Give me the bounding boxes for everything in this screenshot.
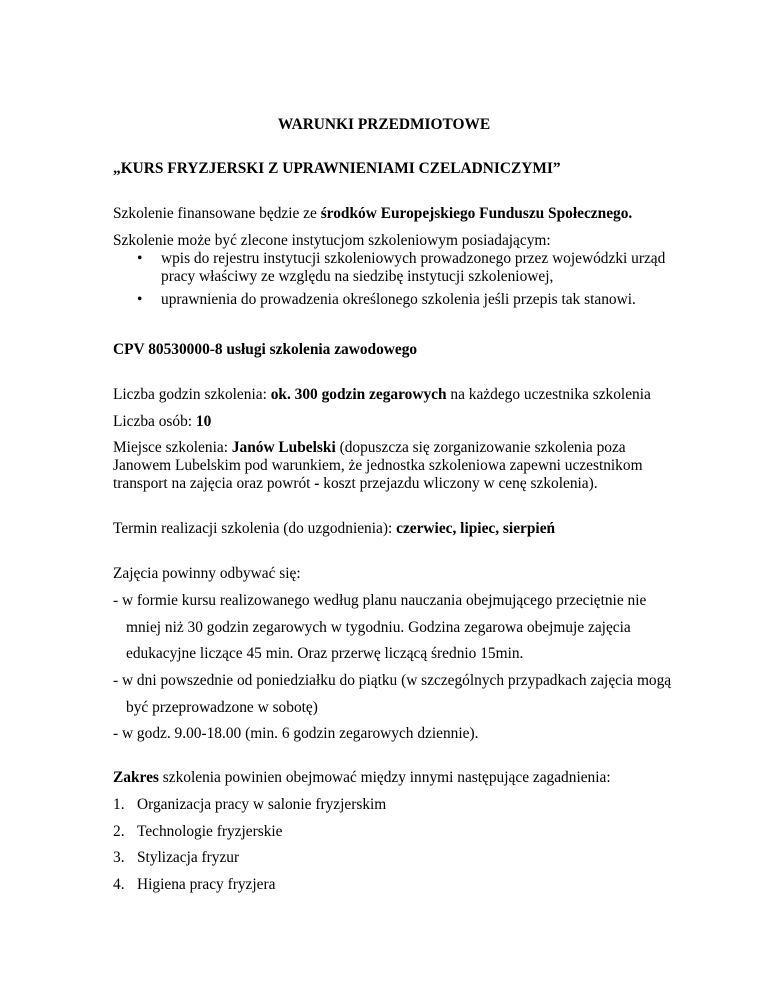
requirement-item: uprawnienia do prowadzenia określonego szkolenia jeśli przepis tak stanowi. bbox=[161, 291, 636, 308]
classes-line: być przeprowadzone w sobotę) bbox=[126, 699, 318, 716]
place-line-2: Janowem Lubelskim pod warunkiem, że jednostka szkoleniowa zapewni uczestnikom bbox=[113, 457, 643, 474]
classes-line: - w formie kursu realizowanego według planu nauczania obejmującego przeciętnie nie bbox=[113, 592, 647, 609]
scope-item-number: 1. bbox=[113, 796, 125, 813]
bullet-icon: • bbox=[137, 250, 143, 267]
course-name: „KURS FRYZJERSKI Z UPRAWNIENIAMI CZELADNICZYMI” bbox=[113, 160, 561, 177]
scope-item: Organizacja pracy w salonie fryzjerskim bbox=[137, 796, 387, 813]
persons-line: Liczba osób: 10 bbox=[113, 413, 212, 430]
classes-line: mniej niż 30 godzin zegarowych w tygodniu. Godzina zegarowa obejmuje zajęcia bbox=[126, 619, 631, 636]
place-line-3: transport na zajęcia oraz powrót - koszt przejazdu wliczony w cenę szkolenia). bbox=[113, 475, 598, 492]
hours-line: Liczba godzin szkolenia: ok. 300 godzin zegarowych na każdego uczestnika szkolenia bbox=[113, 386, 651, 403]
classes-line: - w dni powszednie od poniedziałku do piątku (w szczególnych przypadkach zajęcia mogą bbox=[113, 672, 672, 689]
scope-item: Stylizacja fryzur bbox=[137, 849, 240, 866]
scope-item: Higiena pracy fryzjera bbox=[137, 876, 276, 893]
scope-item-number: 2. bbox=[113, 823, 125, 840]
requirement-item: wpis do rejestru instytucji szkoleniowych prowadzonego przez wojewódzki urząd pracy właściwy ze względu na siedzibę instytucji szkoleniowej, bbox=[161, 250, 666, 285]
cpv-code: CPV 80530000-8 usługi szkolenia zawodowego bbox=[113, 341, 418, 358]
bullet-icon: • bbox=[137, 291, 143, 308]
classes-intro: Zajęcia powinny odbywać się: bbox=[113, 565, 301, 582]
scope-item-number: 4. bbox=[113, 876, 125, 893]
classes-line: - w godz. 9.00-18.00 (min. 6 godzin zegarowych dziennie). bbox=[113, 725, 479, 742]
term-line: Termin realizacji szkolenia (do uzgodnienia): czerwiec, lipiec, sierpień bbox=[113, 520, 556, 537]
scope-item-number: 3. bbox=[113, 849, 125, 866]
place-line-1: Miejsce szkolenia: Janów Lubelski (dopuszcza się zorganizowanie szkolenia poza bbox=[113, 439, 626, 456]
funding-line: Szkolenie finansowane będzie ze środków Europejskiego Funduszu Społecznego. bbox=[113, 205, 633, 222]
institutions-intro: Szkolenie może być zlecone instytucjom szkoleniowym posiadającym: bbox=[113, 232, 551, 249]
classes-line: edukacyjne liczące 45 min. Oraz przerwę liczącą średnio 15min. bbox=[126, 645, 524, 662]
document-title: WARUNKI PRZEDMIOTOWE bbox=[277, 116, 491, 133]
scope-intro: Zakres szkolenia powinien obejmować między innymi następujące zagadnienia: bbox=[113, 769, 611, 786]
scope-item: Technologie fryzjerskie bbox=[137, 823, 283, 840]
